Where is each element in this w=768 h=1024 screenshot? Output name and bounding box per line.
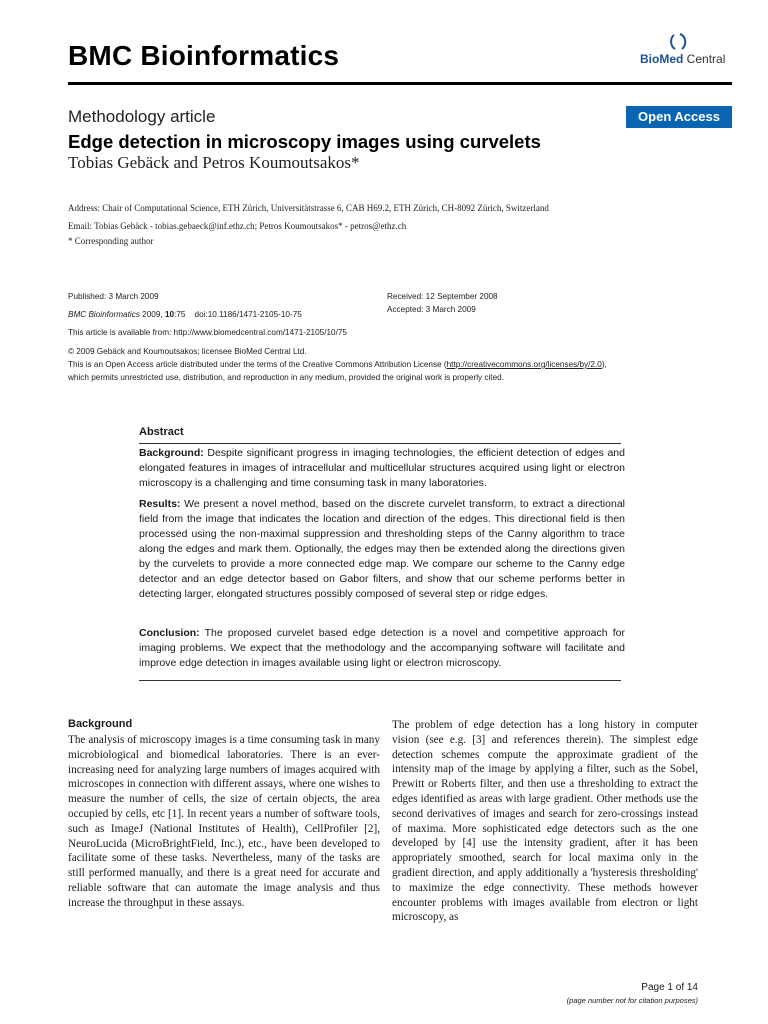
article-url[interactable]: This article is available from: http://www.biomedcentral.com/1471-2105/10/75	[68, 328, 347, 337]
citation-line	[68, 310, 302, 319]
journal-title: BMC Bioinformatics	[68, 40, 340, 71]
biomed-swirl-icon	[668, 32, 690, 52]
corresponding-author-note: * Corresponding author	[68, 236, 154, 246]
citation-doi: :75 doi:10.1186/1471-2105-10-75	[174, 310, 302, 319]
abstract-results-text: We present a novel method, based on the discrete curvelet transform, to extract a directional field from the image that indicates the location and direction of the edges. This directional field is then processed using the non-maximal suppression and thresholding steps of the Canny algorithm to trace along the edges and mark them. Optionally, the edges may then be extended along the directions given by the curvelets to provide a more connected edge map. We compare our scheme to the Canny edge detector and an edge detector based on Gabor filters, and show that our scheme performs better in detecting larger, elongated structures possibly composed of several step or ridge edges.	[139, 498, 625, 600]
address-line: Address: Chair of Computational Science, ETH Zürich, Universitätstrasse 6, CAB H69.2, ETH Zürich, CH-8092 Zürich, Switzerland	[68, 203, 549, 213]
copyright-line: © 2009 Gebäck and Koumoutsakos; licensee BioMed Central Ltd.	[68, 347, 307, 356]
license-link[interactable]: http://creativecommons.org/licenses/by/2.0	[446, 360, 602, 369]
abstract-background	[139, 446, 625, 491]
background-heading: Background	[68, 718, 133, 730]
accepted-date: Accepted: 3 March 2009	[387, 305, 476, 314]
publisher-name-central: Central	[683, 52, 726, 66]
license-text-end: ),	[601, 360, 607, 369]
abstract-background-label: Background:	[139, 447, 204, 459]
article-type: Methodology article	[68, 107, 216, 126]
page-number-note: (page number not for citation purposes)	[566, 996, 698, 1005]
author-list: Tobias Gebäck and Petros Koumoutsakos*	[68, 153, 360, 172]
citation-volume: 10	[164, 310, 175, 319]
header-rule	[68, 82, 732, 85]
published-date: Published: 3 March 2009	[68, 292, 159, 301]
citation-year: 2009,	[139, 310, 165, 319]
paper-title: Edge detection in microscopy images using curvelets	[68, 131, 541, 152]
license-text: This is an Open Access article distributed under the terms of the Creative Commons Attribution License (	[68, 360, 447, 369]
citation-journal: BMC Bioinformatics	[68, 310, 140, 319]
abstract-conclusion-text: The proposed curvelet based edge detection is a novel and competitive approach for imaging problems. We expect that the methodology and the accompanying software will facilitate and improve edge detection in images available using light or electron microscopy.	[139, 627, 625, 669]
publisher-logo	[636, 32, 732, 70]
license-line	[68, 360, 607, 369]
abstract-results	[139, 497, 625, 602]
email-line: Email: Tobias Gebäck - tobias.gebaeck@inf.ethz.ch; Petros Koumoutsakos* - petros@ethz.ch	[68, 221, 407, 231]
page-number: Page 1 of 14	[641, 982, 698, 993]
abstract-conclusion	[139, 626, 625, 671]
abstract-section	[139, 426, 621, 438]
abstract-heading: Abstract	[139, 426, 184, 438]
publisher-name-biomed: BioMed	[640, 52, 684, 66]
body-column-left: The analysis of microscopy images is a time consuming task in many microbiological and biomedical laboratories. There is an ever-increasing need for analyzing large numbers of images acquired with microscopes in connection with different assays, where one wishes to measure the number of cells, the size of certain objects, the area occupied by cells, etc [1]. In recent years a number of software tools, such as ImageJ (National Institutes of Health), CellProfiler [2], NeuroLucida (MicroBrightField, Inc.), etc., have been developed to facilitate some of these tasks. Nevertheless, many of the tasks are still performed manually, and there is a great need for accurate and reliable software that can automate the image analysis and thus increase the throughput in these assays.	[68, 734, 380, 909]
open-access-badge: Open Access	[626, 106, 732, 128]
abstract-top-rule	[139, 443, 621, 444]
body-column-right: The problem of edge detection has a long history in computer vision (see e.g. [3] and references therein). The simplest edge detection schemes compute the approximate gradient of the intensity map of the image by applying a filter, such as the Sobel, Prewitt or Roberts filter, and then use a thresholding to extract the edges identified as areas with large gradient. Other methods use the second derivatives of images and search for zero-crossings instead of maxima. More sophisticated edge detectors such as the one developed by [4] use the intensity gradient, after it has been appropriately smoothed, search for local maxima only in the gradient direction, and apply additionally a 'hysteresis thresholding' to maximize the edge connectivity. These methods however encounter problems with images available from electron or light microscopy, as	[392, 719, 698, 924]
license-terms: which permits unrestricted use, distribution, and reproduction in any medium, provided the original work is properly cited.	[68, 373, 504, 382]
received-date: Received: 12 September 2008	[387, 292, 498, 301]
abstract-background-text: Despite significant progress in imaging technologies, the efficient detection of edges and elongated features in images of intracellular and multicellular structures acquired using light or electron microscopy is a challenging and time consuming task in many laboratories.	[139, 447, 625, 489]
abstract-conclusion-label: Conclusion:	[139, 627, 200, 639]
abstract-results-label: Results:	[139, 498, 181, 510]
abstract-bottom-rule	[139, 680, 621, 681]
